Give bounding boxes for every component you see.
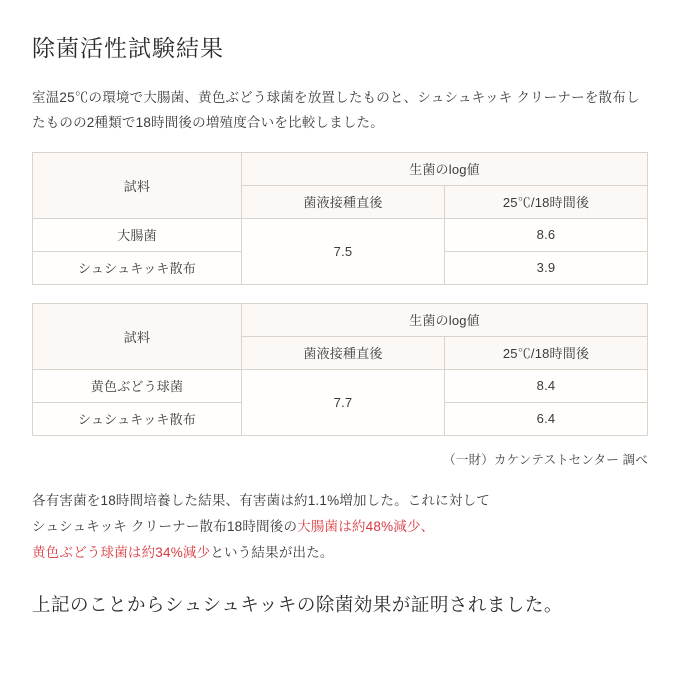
intro-paragraph: 室温25℃の環境で大腸菌、黄色ぶどう球菌を放置したものと、シュシュキッキ クリーナーを散布したものの2種類で18時間後の増殖度合いを比較しました。 bbox=[32, 89, 640, 130]
header-col-initial: 菌液接種直後 bbox=[242, 336, 445, 369]
initial-value: 7.7 bbox=[242, 369, 445, 435]
table-row bbox=[33, 303, 648, 336]
summary-line-2-prefix: シュシュキッキ クリーナー散布18時間後の bbox=[32, 519, 298, 535]
table-row bbox=[33, 369, 648, 402]
results-table-staph bbox=[32, 303, 648, 436]
header-group: 生菌のlog値 bbox=[242, 303, 648, 336]
row-label: シュシュキッキ散布 bbox=[33, 251, 242, 284]
table-row bbox=[33, 152, 648, 185]
header-col-after: 25℃/18時間後 bbox=[445, 185, 648, 218]
header-col-after: 25℃/18時間後 bbox=[445, 336, 648, 369]
summary-line-2-highlight: 大腸菌は約48%減少、 bbox=[297, 519, 435, 535]
results-table-ecoli bbox=[32, 152, 648, 285]
header-sample: 試料 bbox=[33, 303, 242, 369]
result-value: 3.9 bbox=[445, 251, 648, 284]
result-value: 8.6 bbox=[445, 218, 648, 251]
page-title: 除菌活性試験結果 bbox=[32, 35, 224, 61]
initial-value: 7.5 bbox=[242, 218, 445, 284]
summary-line-1: 各有害菌を18時間培養した結果、有害菌は約1.1%増加した。これに対して bbox=[32, 492, 490, 508]
header-sample: 試料 bbox=[33, 152, 242, 218]
summary-text bbox=[32, 488, 648, 567]
table-row bbox=[33, 218, 648, 251]
conclusion-text: 上記のことからシュシュキッキの除菌効果が証明されました。 bbox=[32, 593, 563, 615]
header-group: 生菌のlog値 bbox=[242, 152, 648, 185]
row-label: 黄色ぶどう球菌 bbox=[33, 369, 242, 402]
result-value: 8.4 bbox=[445, 369, 648, 402]
row-label: 大腸菌 bbox=[33, 218, 242, 251]
test-credit: （一財）カケンテストセンター 調べ bbox=[443, 452, 648, 467]
row-label: シュシュキッキ散布 bbox=[33, 402, 242, 435]
summary-line-3-suffix: という結果が出た。 bbox=[210, 545, 334, 561]
summary-line-3-highlight: 黄色ぶどう球菌は約34%減少 bbox=[32, 545, 211, 561]
header-col-initial: 菌液接種直後 bbox=[242, 185, 445, 218]
result-value: 6.4 bbox=[445, 402, 648, 435]
